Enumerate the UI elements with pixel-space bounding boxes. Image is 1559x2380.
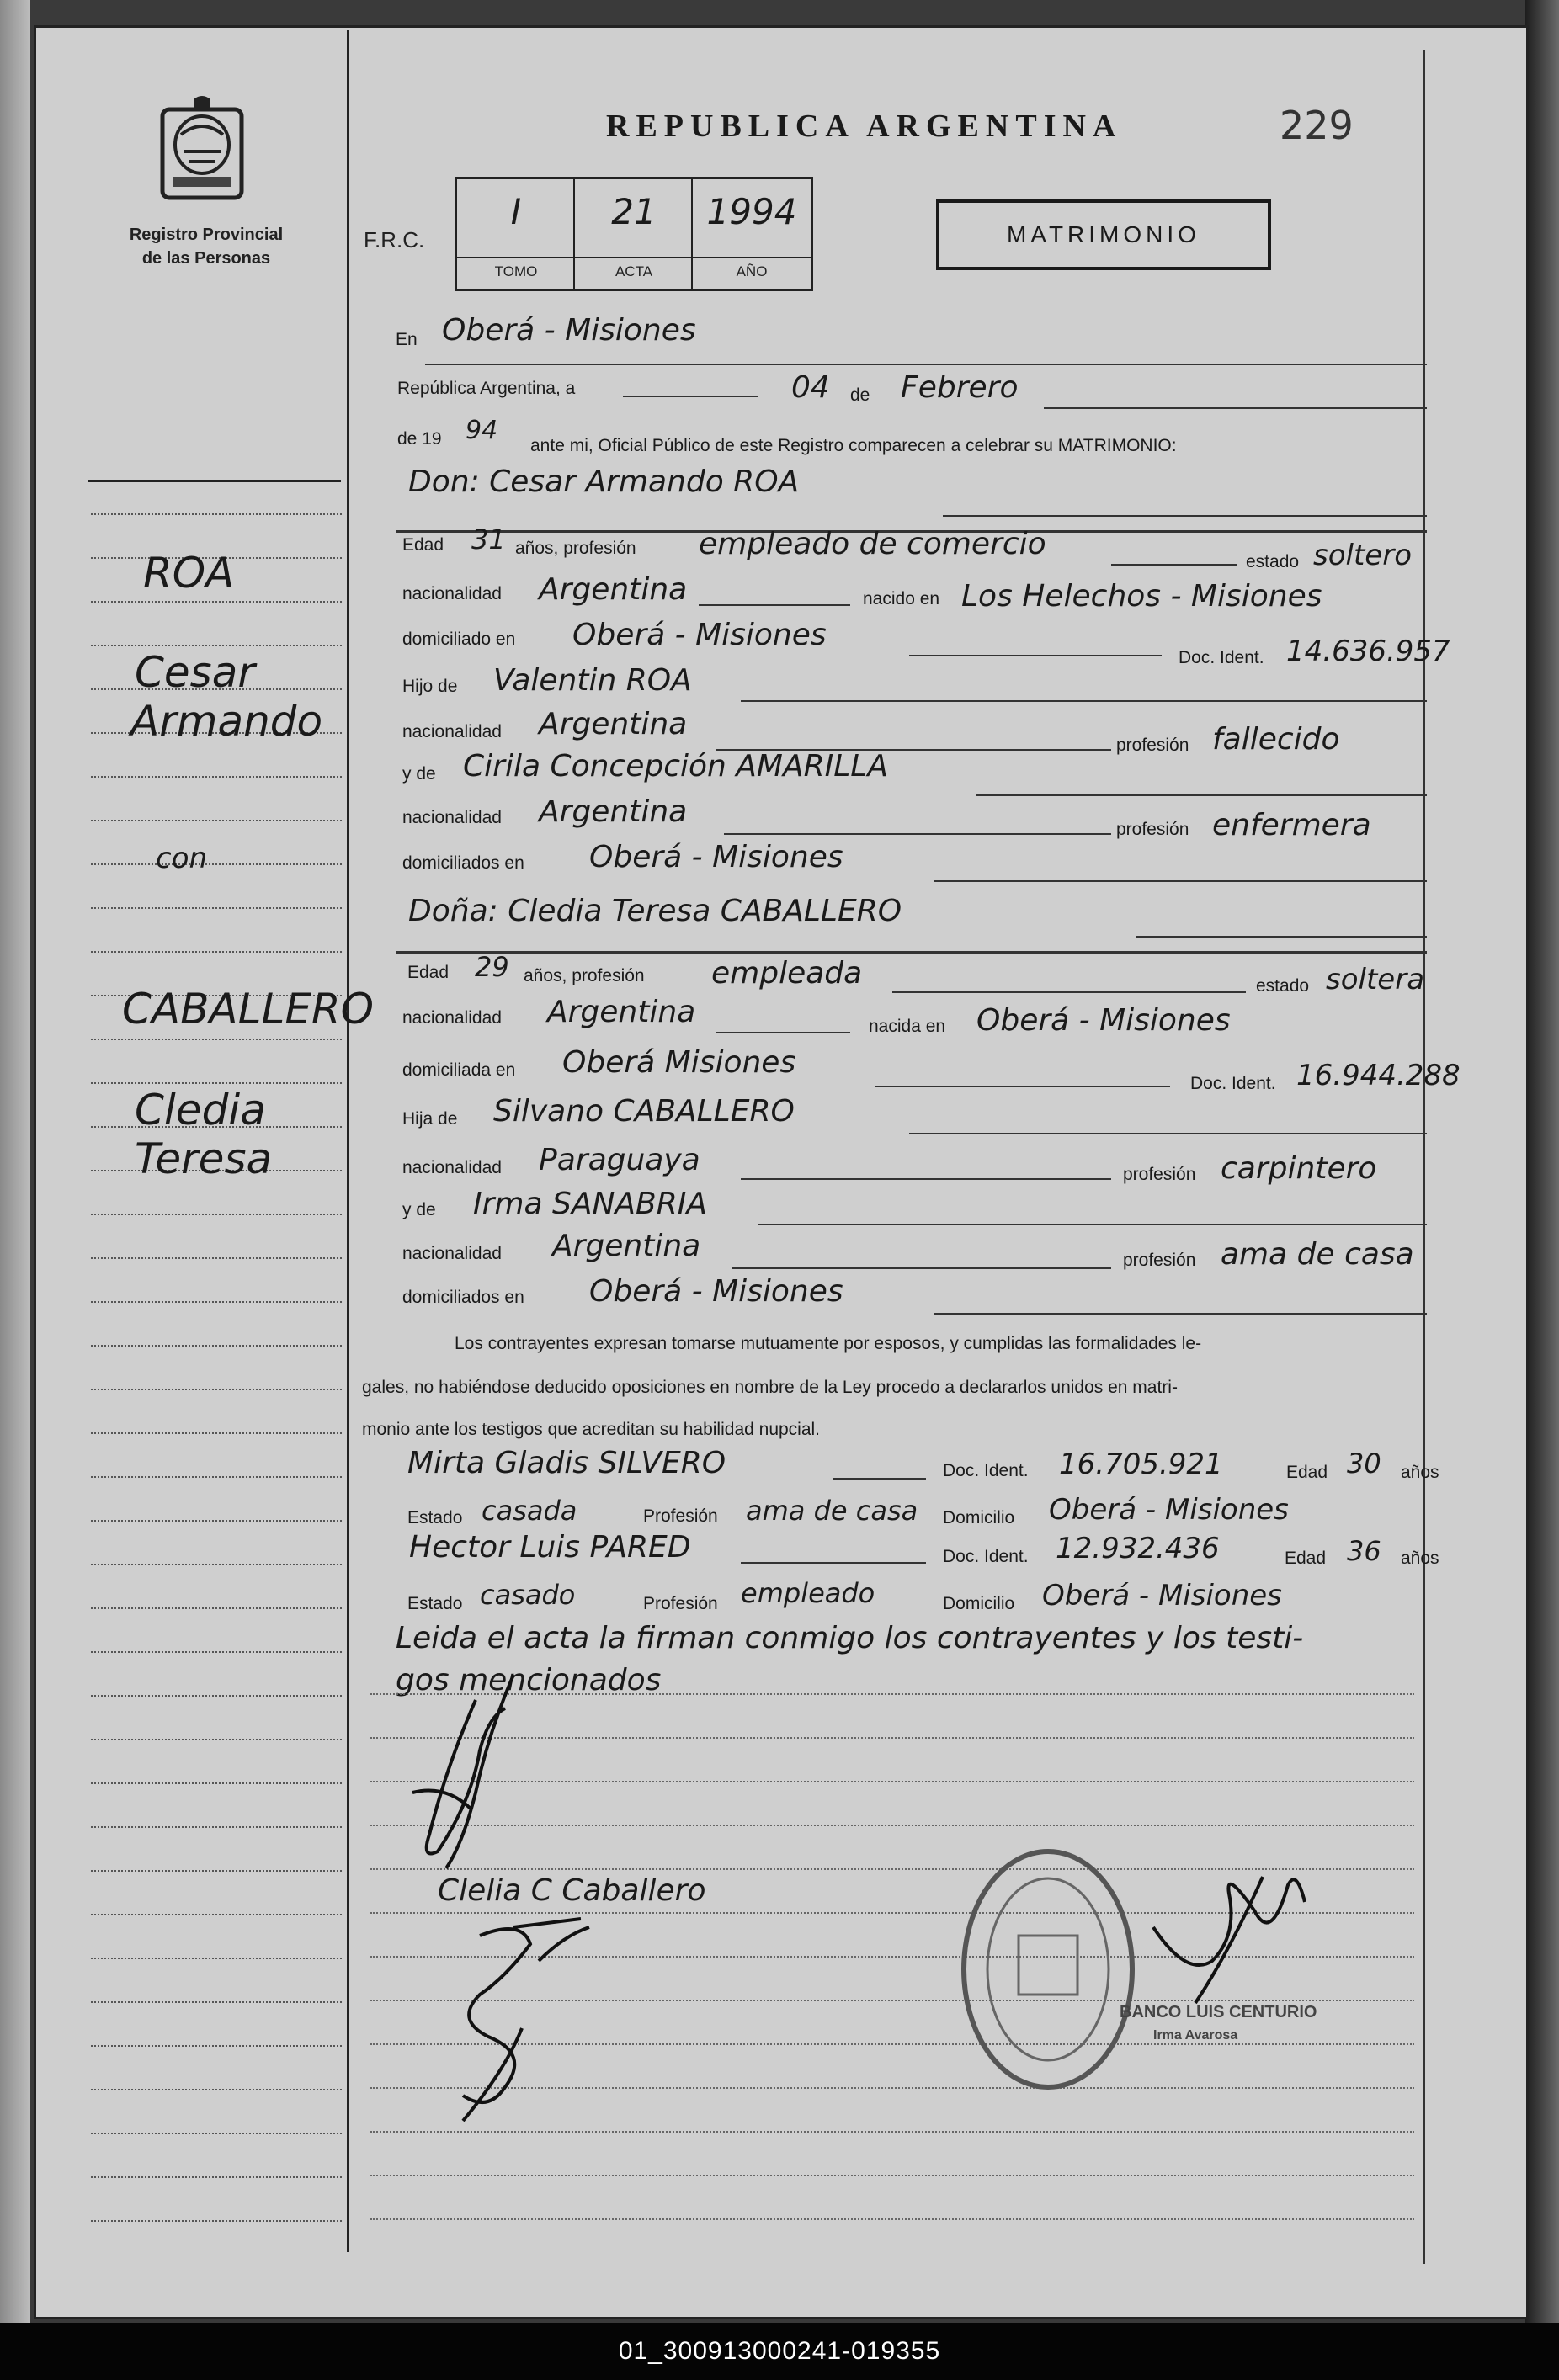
sidebar-divider [347, 30, 349, 2252]
groom-doc: 14.636.957 [1286, 635, 1450, 668]
closing-line-1: Leida el acta la firman conmigo los contrayentes y los testi- [396, 1621, 1304, 1655]
groom-status-label: estado [1246, 552, 1300, 571]
witness2-profession: empleado [741, 1577, 875, 1609]
sidebar-rule-line [91, 2045, 342, 2047]
act-type-box: MATRIMONIO [936, 199, 1271, 270]
sidebar-rule-line [91, 1782, 342, 1784]
country-title: REPUBLICA ARGENTINA [606, 109, 1123, 144]
image-id-footer: 01_300913000241-019355 [0, 2323, 1559, 2380]
officer-stamp-text: BANCO LUIS CENTURIO [1120, 2003, 1317, 2021]
witness2-doc-label: Doc. Ident. [943, 1547, 1029, 1566]
groom-status: soltero [1313, 539, 1412, 572]
line [741, 1178, 1111, 1180]
place-value: Oberá - Misiones [442, 313, 696, 348]
line [976, 794, 1427, 796]
groom-nationality-label: nacionalidad [402, 584, 502, 603]
bride-nationality: Argentina [547, 995, 696, 1029]
sidebar-rule-line [91, 513, 342, 515]
right-margin-line [1423, 50, 1425, 2264]
bride-father-profession-label: profesión [1123, 1165, 1196, 1184]
line [943, 515, 1427, 517]
witness2-status-label: Estado [407, 1594, 463, 1613]
line [699, 604, 850, 606]
declaration-line-2: gales, no habiéndose deducido oposiciones en nombre de la Ley procedo a declararlos unidos en matri- [362, 1378, 1178, 1397]
witness1-profession-label: Profesión [643, 1506, 718, 1526]
line [425, 364, 1427, 365]
month-value: Febrero [901, 370, 1019, 405]
ano-value: 1994 [706, 191, 797, 232]
groom-father-nationality-label: nacionalidad [402, 722, 502, 741]
book-cover-edge [1525, 0, 1559, 2323]
bride-domicile-label: domiciliada en [402, 1060, 516, 1080]
groom-doc-label: Doc. Ident. [1179, 648, 1264, 667]
sidebar-rule-line [91, 1695, 342, 1697]
witness1-anos-label: años [1401, 1463, 1439, 1482]
line [934, 1313, 1427, 1315]
witness2-domicile-label: Domicilio [943, 1594, 1015, 1613]
bride-nationality-label: nacionalidad [402, 1008, 502, 1028]
groom-nationality: Argentina [539, 572, 688, 607]
groom-domicile: Oberá - Misiones [572, 618, 827, 652]
bride-father-label: Hija de [402, 1109, 458, 1129]
line [396, 951, 1427, 954]
bride-status-label: estado [1256, 976, 1310, 996]
sidebar-rule-line [91, 2176, 342, 2178]
bride-header: Doña: Cledia Teresa CABALLERO [408, 894, 902, 928]
sidebar-bride-surname: CABALLERO [122, 985, 375, 1033]
sidebar-rule-line [91, 1564, 342, 1565]
ante-text: ante mi, Oficial Público de este Registro comparecen a celebrar su MATRIMONIO: [530, 436, 1177, 455]
line [716, 1032, 850, 1033]
bride-mother-profession: ama de casa [1221, 1237, 1414, 1272]
sidebar-rule-line [91, 1914, 342, 1915]
bride-doc-label: Doc. Ident. [1190, 1074, 1276, 1093]
bride-profession: empleada [711, 956, 863, 991]
bride-father-profession: carpintero [1221, 1151, 1377, 1186]
acta-value: 21 [611, 191, 657, 232]
groom-father-profession: fallecido [1212, 722, 1340, 757]
bride-father-nationality: Paraguaya [539, 1143, 700, 1177]
sidebar-rule-line [91, 1345, 342, 1347]
ano-label: AÑO [693, 257, 811, 280]
bride-father: Silvano CABALLERO [493, 1094, 795, 1129]
witness2-name: Hector Luis PARED [409, 1530, 691, 1565]
line [741, 1562, 926, 1564]
bride-domicile: Oberá Misiones [562, 1045, 796, 1080]
ano-cell [693, 179, 811, 289]
groom-father-profession-label: profesión [1116, 736, 1189, 755]
sidebar-groom-name1: Cesar [135, 648, 255, 697]
groom-mother-label: y de [402, 764, 436, 784]
groom-header: Don: Cesar Armando ROA [408, 465, 800, 499]
sidebar-groom-name2: Armando [130, 697, 323, 746]
witness2-domicile: Oberá - Misiones [1042, 1579, 1282, 1612]
sidebar-rule-line [91, 1301, 342, 1303]
witness-signature-icon [429, 1910, 615, 2129]
groom-mother-nationality-label: nacionalidad [402, 808, 502, 827]
year-label: de 19 [397, 429, 442, 449]
bride-parents-domicile: Oberá - Misiones [589, 1274, 843, 1309]
witness1-domicile: Oberá - Misiones [1049, 1493, 1289, 1527]
sidebar-rule-line [91, 776, 342, 778]
sidebar-rule-line [91, 863, 342, 865]
de-label: de [850, 385, 870, 405]
line [833, 1478, 926, 1480]
sidebar-rule-line [91, 2133, 342, 2134]
bride-age-label: Edad [407, 963, 450, 982]
bride-doc: 16.944.288 [1296, 1059, 1461, 1092]
groom-birthplace-label: nacido en [863, 589, 940, 608]
line [892, 991, 1246, 993]
provincial-seal-icon [156, 93, 248, 202]
line [1111, 564, 1237, 566]
registry-line-1: Registro Provincial [129, 226, 284, 244]
groom-age-label: Edad [402, 535, 444, 555]
sidebar-rule-line [91, 1826, 342, 1828]
groom-age: 31 [471, 523, 506, 555]
line [724, 833, 1111, 835]
sidebar-rule-line [91, 1520, 342, 1522]
line [909, 1133, 1427, 1134]
witness1-age: 30 [1347, 1448, 1381, 1480]
bride-age: 29 [475, 951, 509, 983]
witness2-doc: 12.932.436 [1056, 1532, 1220, 1565]
bride-birthplace-label: nacida en [869, 1017, 946, 1036]
day-value: 04 [791, 370, 830, 405]
witness2-profession-label: Profesión [643, 1594, 718, 1613]
sidebar-rule-line [91, 1082, 342, 1084]
groom-signature-icon [396, 1666, 564, 1885]
witness1-status: casada [482, 1495, 577, 1527]
line [1044, 407, 1427, 409]
line [875, 1086, 1170, 1087]
bride-parents-domicile-label: domiciliados en [402, 1288, 524, 1307]
sidebar-rule-line [91, 951, 342, 953]
line [623, 396, 758, 397]
sidebar-rule-line [91, 601, 342, 603]
bride-mother-label: y de [402, 1200, 436, 1219]
sidebar-rule-line [91, 1257, 342, 1259]
main-rule-line [370, 2131, 1414, 2133]
page-number: 229 [1280, 103, 1354, 148]
sidebar-bride-name2: Teresa [135, 1134, 273, 1183]
tomo-cell [457, 179, 575, 289]
bride-profession-label: años, profesión [524, 966, 645, 985]
frc-label: F.R.C. [364, 227, 425, 252]
line [909, 655, 1162, 656]
bride-status: soltera [1326, 963, 1425, 996]
sidebar-rule-line [91, 1607, 342, 1609]
witness1-status-label: Estado [407, 1508, 463, 1527]
reference-box [455, 177, 813, 291]
line [1136, 936, 1427, 938]
witness2-age: 36 [1347, 1535, 1381, 1567]
witness2-age-label: Edad [1285, 1549, 1327, 1568]
sidebar-rule-line [91, 2001, 342, 2003]
binder-edge [0, 0, 30, 2380]
closing-line-2: gos mencionados [396, 1663, 662, 1697]
sidebar-rule-line [91, 1651, 342, 1653]
witness2-status: casado [480, 1579, 576, 1611]
witness1-age-label: Edad [1286, 1463, 1328, 1482]
bride-mother-nationality: Argentina [552, 1229, 701, 1263]
officer-signature-icon [1145, 1860, 1313, 2011]
bride-birthplace: Oberá - Misiones [976, 1003, 1231, 1038]
groom-profession-label: años, profesión [515, 539, 636, 558]
sidebar-rule-line [91, 1039, 342, 1040]
groom-profession: empleado de comercio [699, 527, 1046, 561]
sidebar-connector: con [156, 842, 208, 875]
main-rule-line [370, 2175, 1414, 2176]
registry-name [101, 223, 311, 270]
groom-father: Valentin ROA [493, 663, 692, 698]
groom-father-label: Hijo de [402, 677, 458, 696]
official-seal-icon [951, 1835, 1145, 2104]
witness1-profession: ama de casa [746, 1495, 918, 1527]
sidebar-bride-name1: Cledia [135, 1086, 266, 1134]
officer-stamp-subtext: Irma Avarosa [1153, 2028, 1238, 2043]
witness1-doc-label: Doc. Ident. [943, 1461, 1029, 1480]
year-value: 94 [466, 416, 498, 445]
bride-signature: Clelia C Caballero [438, 1873, 706, 1908]
sidebar-rule-line [91, 1958, 342, 1959]
sidebar-rule-line [91, 1739, 342, 1740]
en-label: En [396, 330, 418, 349]
groom-mother: Cirila Concepción AMARILLA [463, 749, 888, 784]
sidebar-rule-line [91, 2089, 342, 2090]
republica-label: República Argentina, a [397, 379, 576, 398]
sidebar-rule-line [91, 1432, 342, 1434]
acta-label: ACTA [575, 257, 693, 280]
registry-line-2: de las Personas [141, 249, 271, 268]
sidebar-rule-line [91, 1476, 342, 1478]
line [732, 1267, 1111, 1269]
tomo-value: I [510, 191, 522, 232]
sidebar-rule-line [91, 1870, 342, 1872]
witness1-domicile-label: Domicilio [943, 1508, 1015, 1527]
groom-mother-profession-label: profesión [1116, 820, 1189, 839]
declaration-line-3: monio ante los testigos que acreditan su habilidad nupcial. [362, 1420, 821, 1439]
sidebar-rule-line [91, 2220, 342, 2222]
acta-cell [575, 179, 693, 289]
witness1-doc: 16.705.921 [1059, 1448, 1223, 1481]
groom-mother-nationality: Argentina [539, 794, 688, 829]
tomo-label: TOMO [457, 257, 575, 280]
sidebar-rule-line [91, 820, 342, 821]
bride-mother-nationality-label: nacionalidad [402, 1244, 502, 1263]
witness1-name: Mirta Gladis SILVERO [407, 1446, 726, 1480]
groom-birthplace: Los Helechos - Misiones [961, 579, 1322, 614]
line [758, 1224, 1427, 1225]
groom-parents-domicile-label: domiciliados en [402, 853, 524, 873]
sidebar-rule-line [91, 1389, 342, 1390]
sidebar-rule-line [91, 1214, 342, 1215]
groom-mother-profession: enfermera [1212, 808, 1371, 842]
bride-father-nationality-label: nacionalidad [402, 1158, 502, 1177]
declaration-line-1: Los contrayentes expresan tomarse mutuamente por esposos, y cumplidas las formalidades le- [455, 1334, 1202, 1353]
bride-mother-profession-label: profesión [1123, 1251, 1196, 1270]
sidebar-top-rule [88, 480, 341, 482]
groom-father-nationality: Argentina [539, 707, 688, 741]
line [934, 880, 1427, 882]
main-rule-line [370, 2218, 1414, 2220]
sidebar-rule-line [91, 645, 342, 646]
witness2-anos-label: años [1401, 1549, 1439, 1568]
sidebar-rule-line [91, 907, 342, 909]
bride-mother: Irma SANABRIA [473, 1187, 707, 1221]
groom-parents-domicile: Oberá - Misiones [589, 840, 843, 874]
line [741, 700, 1427, 702]
sidebar-groom-surname: ROA [143, 549, 235, 598]
groom-domicile-label: domiciliado en [402, 630, 516, 649]
